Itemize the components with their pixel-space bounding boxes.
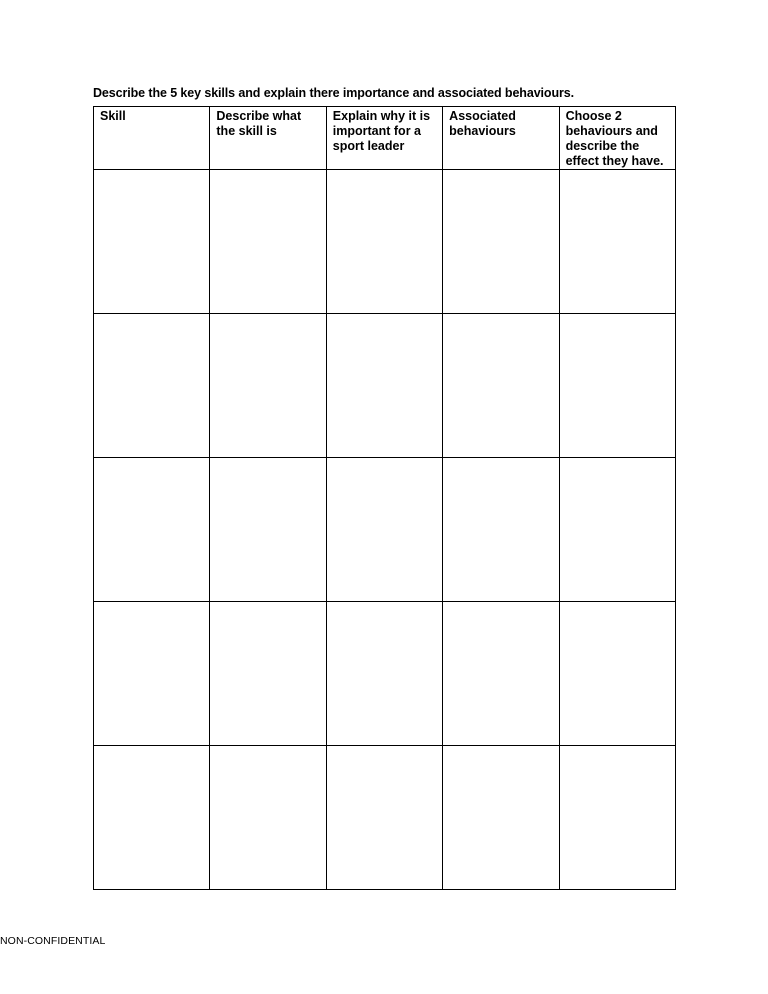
cell-skill[interactable] <box>94 746 210 890</box>
cell-skill[interactable] <box>94 170 210 314</box>
cell-description[interactable] <box>210 602 326 746</box>
cell-importance[interactable] <box>326 170 442 314</box>
cell-effects[interactable] <box>559 746 675 890</box>
cell-effects[interactable] <box>559 170 675 314</box>
cell-effects[interactable] <box>559 458 675 602</box>
cell-skill[interactable] <box>94 314 210 458</box>
header-behaviour-effects: Choose 2 behaviours and describe the effect they have. <box>559 107 675 170</box>
header-associated-behaviours: Associated behaviours <box>443 107 559 170</box>
cell-skill[interactable] <box>94 458 210 602</box>
cell-importance[interactable] <box>326 602 442 746</box>
cell-description[interactable] <box>210 746 326 890</box>
cell-description[interactable] <box>210 170 326 314</box>
cell-behaviours[interactable] <box>443 458 559 602</box>
cell-behaviours[interactable] <box>443 746 559 890</box>
cell-importance[interactable] <box>326 458 442 602</box>
cell-importance[interactable] <box>326 314 442 458</box>
cell-description[interactable] <box>210 458 326 602</box>
table-row <box>94 458 676 602</box>
cell-behaviours[interactable] <box>443 314 559 458</box>
skills-table <box>93 106 676 890</box>
worksheet-instruction: Describe the 5 key skills and explain there importance and associated behaviours. <box>93 86 574 100</box>
cell-behaviours[interactable] <box>443 170 559 314</box>
table-header-row <box>94 107 676 170</box>
cell-effects[interactable] <box>559 602 675 746</box>
table-row <box>94 314 676 458</box>
cell-effects[interactable] <box>559 314 675 458</box>
classification-footer: NON-CONFIDENTIAL <box>0 935 106 947</box>
cell-description[interactable] <box>210 314 326 458</box>
header-importance: Explain why it is important for a sport leader <box>326 107 442 170</box>
table-row <box>94 170 676 314</box>
table-row <box>94 746 676 890</box>
cell-skill[interactable] <box>94 602 210 746</box>
cell-importance[interactable] <box>326 746 442 890</box>
cell-behaviours[interactable] <box>443 602 559 746</box>
header-describe-skill: Describe what the skill is <box>210 107 326 170</box>
header-skill: Skill <box>94 107 210 170</box>
table-row <box>94 602 676 746</box>
